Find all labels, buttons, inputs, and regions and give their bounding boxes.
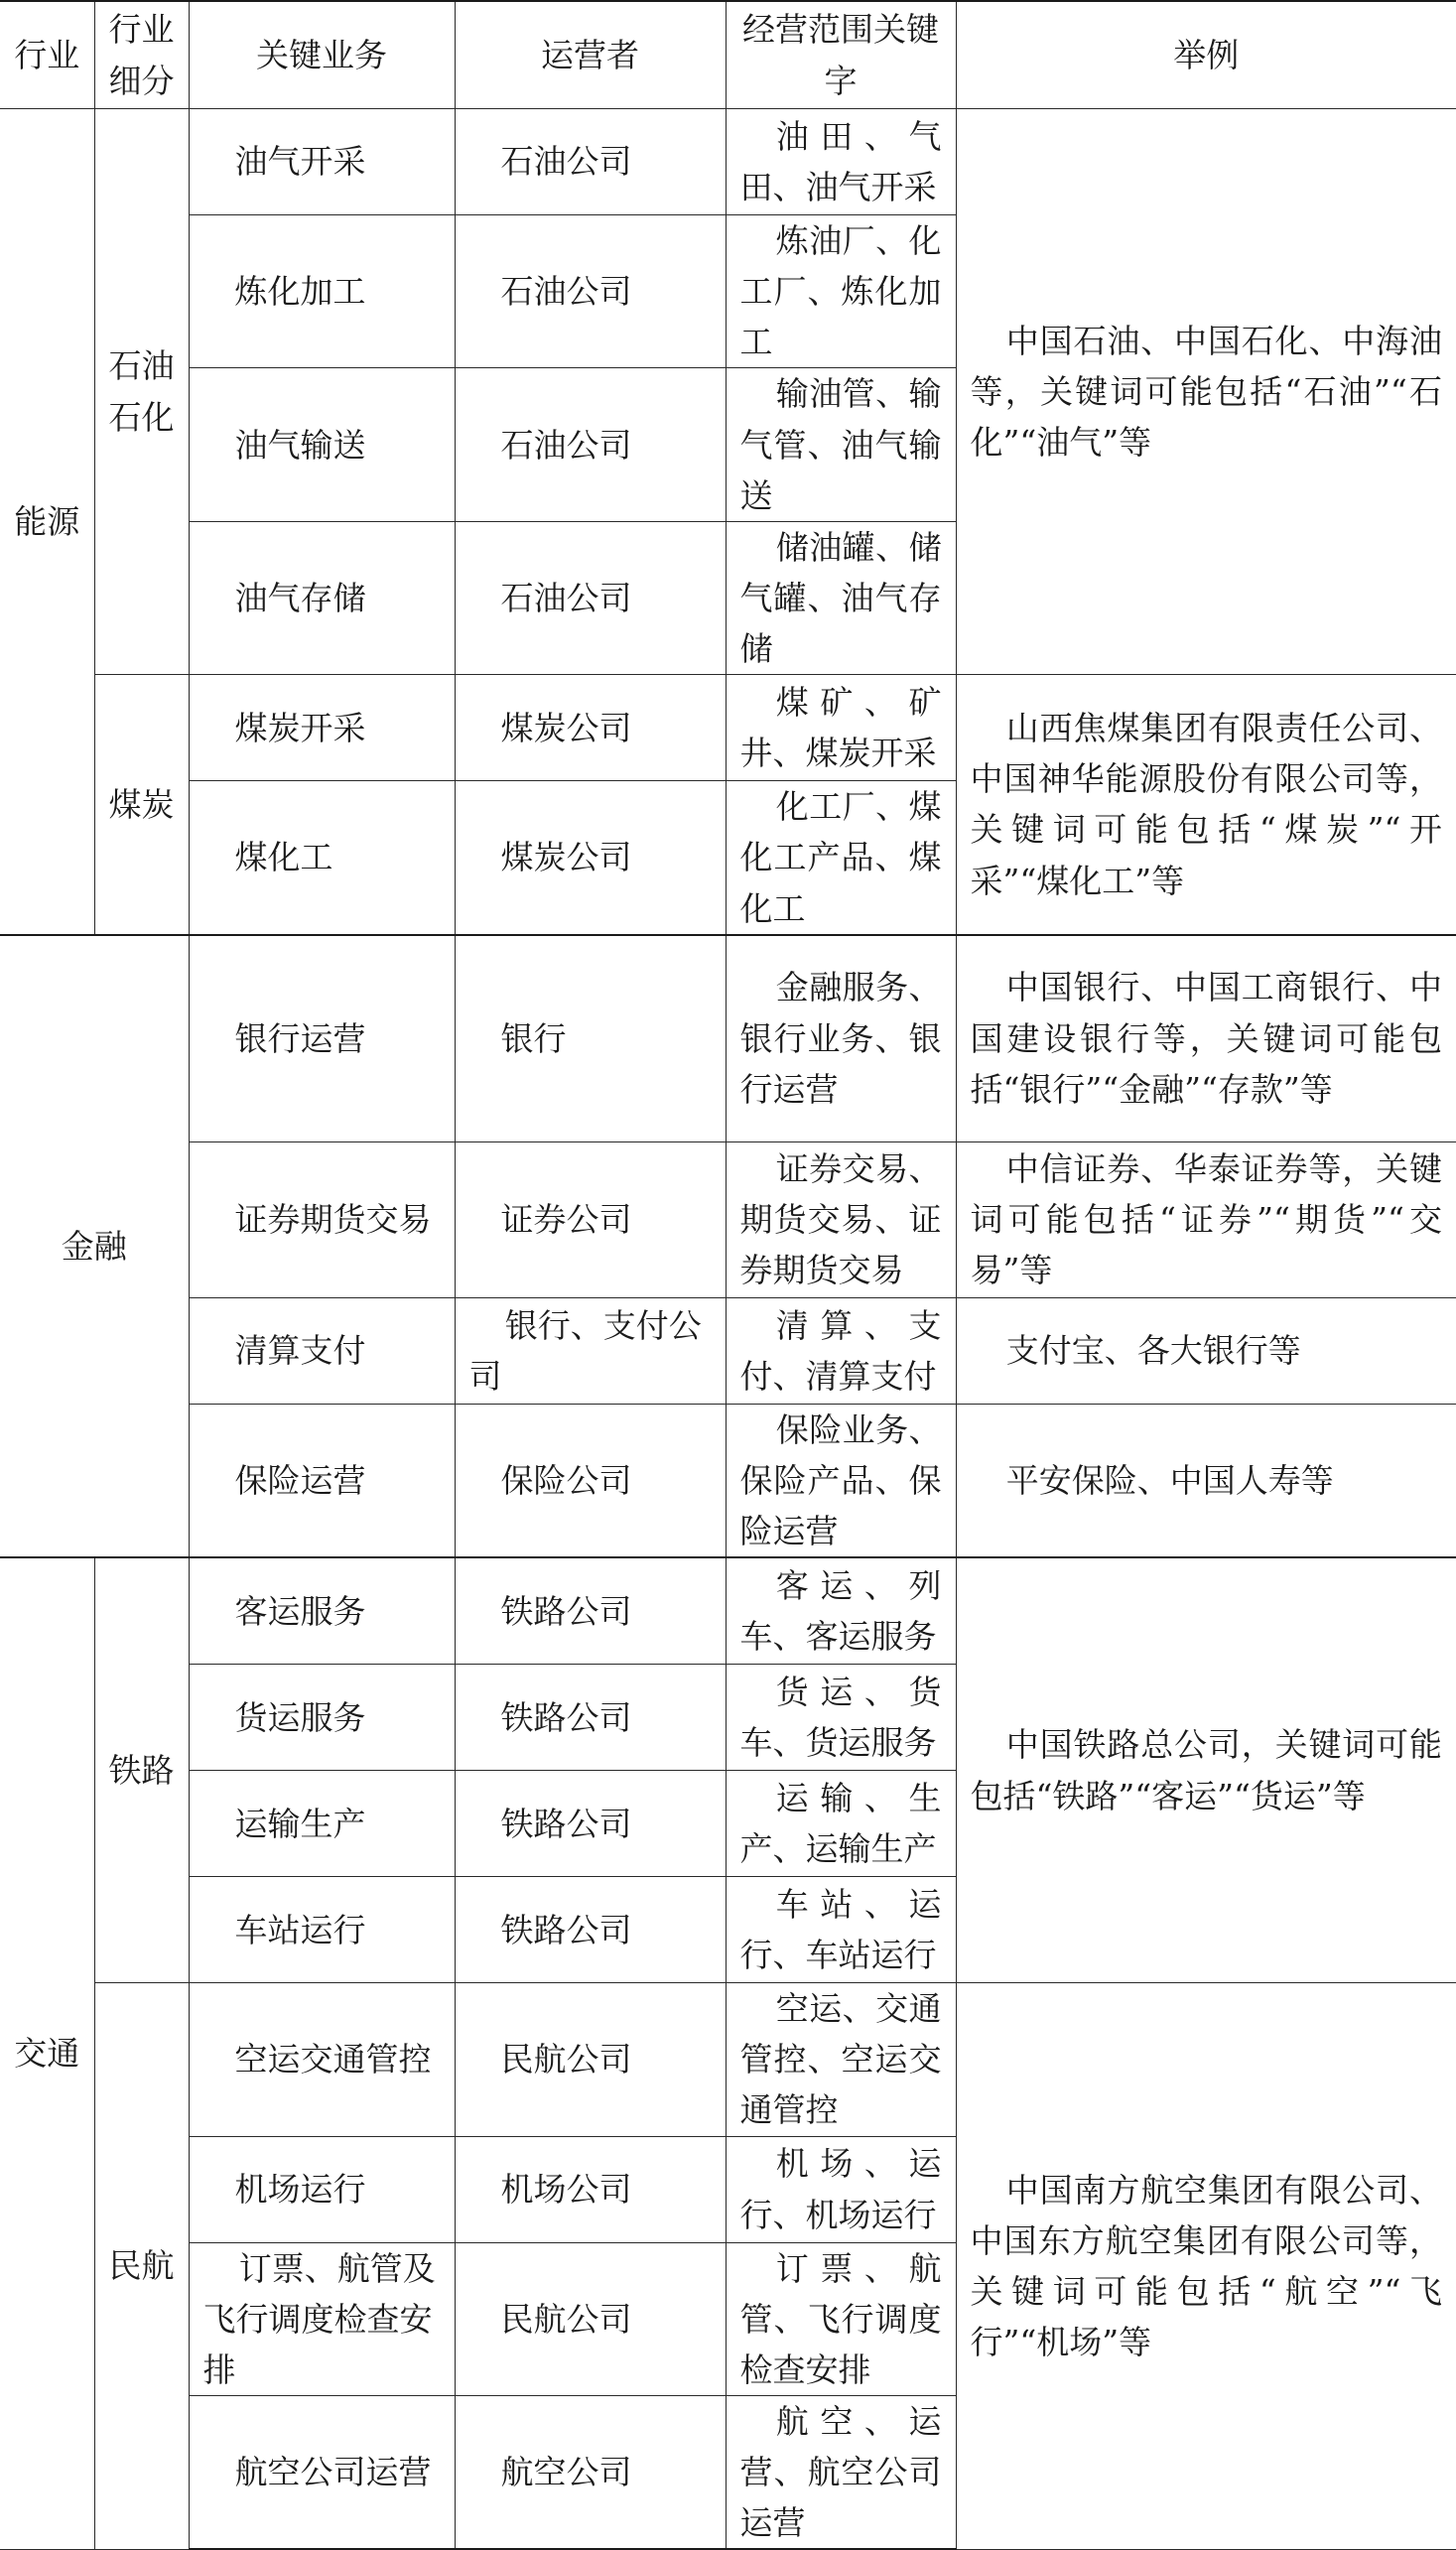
keywords-cell: 客运、列车、客运服务	[726, 1557, 956, 1665]
table-row	[0, 109, 1456, 215]
header-operator: 运营者	[455, 1, 726, 109]
table-row	[0, 675, 1456, 781]
sub-cell-air: 民航	[94, 1983, 189, 2550]
keywords-cell: 订票、航管、飞行调度检查安排	[726, 2242, 956, 2395]
keywords-cell: 煤矿、矿井、煤炭开采	[726, 675, 956, 781]
operator-cell: 铁路公司	[455, 1557, 726, 1665]
business-cell: 煤化工	[189, 781, 455, 935]
table-row	[0, 1297, 1456, 1404]
keywords-cell: 化工厂、煤化工产品、煤化工	[726, 781, 956, 935]
business-cell: 清算支付	[189, 1297, 455, 1404]
operator-cell: 银行、支付公司	[455, 1297, 726, 1404]
business-cell: 油气存储	[189, 521, 455, 674]
table-row	[0, 1141, 1456, 1297]
operator-cell: 煤炭公司	[455, 675, 726, 781]
keywords-cell: 储油罐、储气罐、油气存储	[726, 521, 956, 674]
operator-cell: 民航公司	[455, 1983, 726, 2136]
operator-cell: 石油公司	[455, 109, 726, 215]
table-row	[0, 935, 1456, 1142]
table-row	[0, 1557, 1456, 1665]
business-cell: 炼化加工	[189, 215, 455, 368]
keywords-cell: 输油管、输气管、油气输送	[726, 368, 956, 521]
operator-cell: 石油公司	[455, 368, 726, 521]
keywords-cell: 货运、货车、货运服务	[726, 1665, 956, 1771]
keywords-cell: 油田、气田、油气开采	[726, 109, 956, 215]
keywords-cell: 金融服务、银行业务、银行运营	[726, 935, 956, 1142]
operator-cell: 民航公司	[455, 2242, 726, 2395]
operator-cell: 航空公司	[455, 2395, 726, 2549]
keywords-cell: 机场、运行、机场运行	[726, 2136, 956, 2242]
table-row	[0, 1404, 1456, 1557]
example-cell: 中信证券、华泰证券等，关键词可能包括“证券”“期货”“交易”等	[956, 1141, 1456, 1297]
table-row	[0, 1983, 1456, 2136]
operator-cell: 煤炭公司	[455, 781, 726, 935]
industry-cell-transport: 交通	[0, 1557, 94, 2549]
example-cell-petro: 中国石油、中国石化、中海油等，关键词可能包括“石油”“石化”“油气”等	[956, 109, 1456, 675]
business-cell: 油气输送	[189, 368, 455, 521]
business-cell: 航空公司运营	[189, 2395, 455, 2549]
keywords-cell: 清算、支付、清算支付	[726, 1297, 956, 1404]
sub-cell-coal: 煤炭	[94, 675, 189, 935]
business-cell: 订票、航管及飞行调度检查安排	[189, 2242, 455, 2395]
business-cell: 煤炭开采	[189, 675, 455, 781]
business-cell: 运输生产	[189, 1771, 455, 1877]
business-cell: 油气开采	[189, 109, 455, 215]
header-business: 关键业务	[189, 1, 455, 109]
business-cell: 货运服务	[189, 1665, 455, 1771]
header-sub: 行业细分	[94, 1, 189, 109]
example-cell-coal: 山西焦煤集团有限责任公司、中国神华能源股份有限公司等，关键词可能包括“煤炭”“开采”“煤化工”等	[956, 675, 1456, 935]
operator-cell: 石油公司	[455, 215, 726, 368]
operator-cell: 铁路公司	[455, 1665, 726, 1771]
keywords-cell: 炼油厂、化工厂、炼化加工	[726, 215, 956, 368]
header-keywords: 经营范围关键字	[726, 1, 956, 109]
business-cell: 证券期货交易	[189, 1141, 455, 1297]
header-row	[0, 1, 1456, 109]
business-cell: 空运交通管控	[189, 1983, 455, 2136]
sub-cell-rail: 铁路	[94, 1557, 189, 1983]
business-cell: 客运服务	[189, 1557, 455, 1665]
operator-cell: 银行	[455, 935, 726, 1142]
header-example: 举例	[956, 1, 1456, 109]
operator-cell: 铁路公司	[455, 1771, 726, 1877]
industry-cell-finance: 金融	[0, 935, 189, 1557]
operator-cell: 证券公司	[455, 1141, 726, 1297]
sub-cell-petro: 石油石化	[94, 109, 189, 675]
operator-cell: 保险公司	[455, 1404, 726, 1557]
keywords-cell: 车站、运行、车站运行	[726, 1877, 956, 1983]
keywords-cell: 运输、生产、运输生产	[726, 1771, 956, 1877]
business-cell: 机场运行	[189, 2136, 455, 2242]
business-cell: 车站运行	[189, 1877, 455, 1983]
operator-cell: 机场公司	[455, 2136, 726, 2242]
business-cell: 保险运营	[189, 1404, 455, 1557]
example-cell-air: 中国南方航空集团有限公司、中国东方航空集团有限公司等，关键词可能包括“航空”“飞行”“机场”等	[956, 1983, 1456, 2550]
example-cell: 支付宝、各大银行等	[956, 1297, 1456, 1404]
keywords-cell: 空运、交通管控、空运交通管控	[726, 1983, 956, 2136]
business-cell: 银行运营	[189, 935, 455, 1142]
header-industry: 行业	[0, 1, 94, 109]
keywords-cell: 证券交易、期货交易、证券期货交易	[726, 1141, 956, 1297]
example-cell-rail: 中国铁路总公司，关键词可能包括“铁路”“客运”“货运”等	[956, 1557, 1456, 1983]
example-cell: 中国银行、中国工商银行、中国建设银行等，关键词可能包括“银行”“金融”“存款”等	[956, 935, 1456, 1142]
industry-cell-energy: 能源	[0, 109, 94, 935]
operator-cell: 石油公司	[455, 521, 726, 674]
keywords-cell: 航空、运营、航空公司运营	[726, 2395, 956, 2549]
operator-cell: 铁路公司	[455, 1877, 726, 1983]
keywords-cell: 保险业务、保险产品、保险运营	[726, 1404, 956, 1557]
example-cell: 平安保险、中国人寿等	[956, 1404, 1456, 1557]
